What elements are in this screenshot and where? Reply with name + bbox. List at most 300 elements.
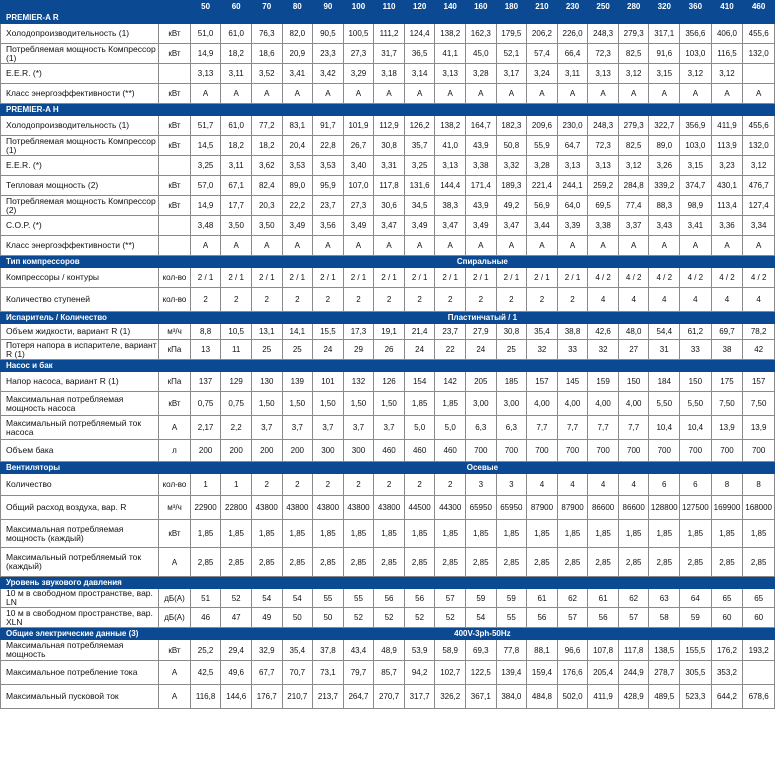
- spec-value: 64,0: [557, 196, 588, 216]
- spec-unit: кВт: [159, 24, 191, 44]
- spec-value: 57,0: [190, 176, 221, 196]
- spec-value: 5,50: [680, 392, 712, 416]
- spec-value: 2 / 1: [313, 268, 344, 288]
- spec-value: 27,3: [343, 196, 374, 216]
- spec-value: 55: [343, 589, 374, 608]
- spec-value: 1,50: [251, 392, 282, 416]
- spec-value: 406,0: [711, 24, 743, 44]
- spec-value: 43800: [251, 496, 282, 520]
- spec-value: 57: [618, 608, 649, 628]
- spec-value: 45,0: [466, 44, 497, 64]
- spec-value: 26,7: [343, 136, 374, 156]
- spec-value: 27,3: [343, 44, 374, 64]
- spec-value: 3,15: [649, 64, 680, 84]
- spec-value: 3,13: [190, 64, 221, 84]
- spec-value: 3,49: [404, 216, 435, 236]
- spec-value: 49: [251, 608, 282, 628]
- spec-value: 317,1: [649, 24, 680, 44]
- spec-value: 3,49: [343, 216, 374, 236]
- spec-row: [1, 392, 775, 416]
- spec-value: 3,12: [618, 156, 649, 176]
- spec-value: 127500: [680, 496, 712, 520]
- spec-value: 3,42: [313, 64, 344, 84]
- spec-value: 116,8: [190, 685, 221, 709]
- spec-value: 22900: [190, 496, 221, 520]
- spec-value: 7,7: [588, 416, 619, 440]
- spec-value: 11: [221, 340, 252, 360]
- model-header-row: [1, 1, 775, 12]
- model-size-header: 80: [282, 1, 313, 12]
- spec-value: 101: [313, 372, 344, 392]
- spec-unit: дБ(А): [159, 589, 191, 608]
- spec-value: 42,5: [190, 661, 221, 685]
- spec-value: 1,85: [435, 392, 466, 416]
- spec-value: 2: [374, 474, 405, 496]
- spec-value: 176,7: [251, 685, 282, 709]
- spec-value: 244,1: [557, 176, 588, 196]
- spec-value: 700: [618, 440, 649, 462]
- spec-value: 132: [343, 372, 374, 392]
- spec-value: 3,26: [649, 156, 680, 176]
- spec-value: [743, 64, 775, 84]
- spec-value: 21,4: [404, 324, 435, 340]
- spec-value: A: [313, 84, 344, 104]
- spec-value: 1,85: [282, 520, 313, 548]
- spec-value: 82,0: [282, 24, 313, 44]
- spec-value: 1,50: [374, 392, 405, 416]
- spec-value: 4: [680, 288, 712, 312]
- spec-value: 4 / 2: [618, 268, 649, 288]
- section-type: Спиральные: [190, 256, 774, 268]
- spec-value: A: [588, 236, 619, 256]
- spec-value: 1: [221, 474, 252, 496]
- spec-value: 18,2: [221, 44, 252, 64]
- spec-unit: кол-во: [159, 288, 191, 312]
- spec-value: 1,85: [190, 520, 221, 548]
- spec-unit: л: [159, 440, 191, 462]
- spec-value: 61: [588, 589, 619, 608]
- spec-value: 1: [190, 474, 221, 496]
- spec-label: Потребляемая мощность Компрессор (2): [1, 196, 159, 216]
- spec-value: 430,1: [711, 176, 743, 196]
- spec-value: A: [251, 236, 282, 256]
- spec-value: 1,85: [527, 520, 558, 548]
- spec-row: [1, 24, 775, 44]
- spec-value: 95,9: [313, 176, 344, 196]
- spec-value: 3,56: [313, 216, 344, 236]
- spec-label: 10 м в свободном пространстве, вар. XLN: [1, 608, 159, 628]
- spec-value: 3,40: [343, 156, 374, 176]
- spec-value: 1,85: [743, 520, 775, 548]
- spec-value: 3,44: [527, 216, 558, 236]
- spec-value: 0,75: [190, 392, 221, 416]
- spec-unit: [159, 64, 191, 84]
- spec-value: A: [743, 84, 775, 104]
- spec-value: 26: [374, 340, 405, 360]
- spec-value: 54: [251, 589, 282, 608]
- spec-value: 1,85: [496, 520, 527, 548]
- spec-value: 55: [313, 589, 344, 608]
- spec-value: 2,85: [618, 548, 649, 577]
- spec-value: 59: [496, 589, 527, 608]
- spec-value: 87900: [527, 496, 558, 520]
- spec-value: 1,85: [404, 392, 435, 416]
- section-title: Вентиляторы: [1, 462, 191, 474]
- spec-value: 489,5: [649, 685, 680, 709]
- spec-row: [1, 372, 775, 392]
- spec-value: 23,7: [313, 196, 344, 216]
- spec-value: 56,9: [527, 196, 558, 216]
- spec-value: 35,4: [527, 324, 558, 340]
- spec-value: 2,85: [527, 548, 558, 577]
- spec-value: 700: [557, 440, 588, 462]
- spec-value: 3,31: [374, 156, 405, 176]
- spec-value: 2,85: [404, 548, 435, 577]
- spec-value: 37,8: [313, 640, 344, 661]
- spec-value: 8,8: [190, 324, 221, 340]
- spec-value: 2,85: [496, 548, 527, 577]
- spec-value: 30,8: [496, 324, 527, 340]
- spec-value: A: [404, 84, 435, 104]
- spec-value: 206,2: [527, 24, 558, 44]
- spec-value: 4: [743, 288, 775, 312]
- spec-value: 54: [466, 608, 497, 628]
- spec-value: 77,2: [251, 116, 282, 136]
- spec-value: A: [251, 84, 282, 104]
- spec-value: 65950: [496, 496, 527, 520]
- spec-label: Количество ступеней: [1, 288, 159, 312]
- spec-value: 13,9: [711, 416, 743, 440]
- spec-value: 2: [313, 288, 344, 312]
- spec-value: 127,4: [743, 196, 775, 216]
- spec-value: 3,50: [251, 216, 282, 236]
- spec-value: 14,5: [190, 136, 221, 156]
- spec-value: A: [649, 236, 680, 256]
- spec-unit: кВт: [159, 520, 191, 548]
- spec-value: 200: [251, 440, 282, 462]
- spec-value: A: [435, 236, 466, 256]
- spec-value: 25: [251, 340, 282, 360]
- spec-row: [1, 474, 775, 496]
- section-header-row: [1, 360, 775, 372]
- spec-value: 54: [282, 589, 313, 608]
- spec-value: 48,9: [374, 640, 405, 661]
- spec-unit: кВт: [159, 84, 191, 104]
- spec-value: 6,3: [466, 416, 497, 440]
- spec-unit: A: [159, 685, 191, 709]
- spec-value: 221,4: [527, 176, 558, 196]
- spec-value: 3,7: [282, 416, 313, 440]
- spec-value: 50: [282, 608, 313, 628]
- spec-value: 65: [743, 589, 775, 608]
- spec-value: 88,1: [527, 640, 558, 661]
- spec-row: [1, 640, 775, 661]
- spec-value: 248,3: [588, 24, 619, 44]
- model-size-header: 250: [588, 1, 619, 12]
- spec-value: 32: [588, 340, 619, 360]
- spec-value: 2: [404, 474, 435, 496]
- spec-value: 54,4: [649, 324, 680, 340]
- spec-value: 264,7: [343, 685, 374, 709]
- model-size-header: 120: [404, 1, 435, 12]
- spec-value: 0,75: [221, 392, 252, 416]
- section-type: [190, 104, 774, 116]
- spec-value: 58,9: [435, 640, 466, 661]
- spec-label: Класс энергоэффективности (**): [1, 236, 159, 256]
- spec-value: 43,9: [466, 136, 497, 156]
- spec-unit: A: [159, 548, 191, 577]
- spec-value: A: [466, 84, 497, 104]
- spec-value: 3,29: [343, 64, 374, 84]
- section-header-row: [1, 256, 775, 268]
- spec-value: 2,85: [743, 548, 775, 577]
- spec-value: 42,6: [588, 324, 619, 340]
- spec-value: 162,3: [466, 24, 497, 44]
- spec-value: 86600: [588, 496, 619, 520]
- spec-value: 25,2: [190, 640, 221, 661]
- spec-value: 129: [221, 372, 252, 392]
- spec-value: 83,1: [282, 116, 313, 136]
- spec-value: 244,9: [618, 661, 649, 685]
- spec-value: 29,4: [221, 640, 252, 661]
- spec-value: 3,47: [496, 216, 527, 236]
- spec-value: 2,85: [649, 548, 680, 577]
- spec-value: 2: [313, 474, 344, 496]
- model-size-header: 110: [374, 1, 405, 12]
- spec-value: 41,1: [435, 44, 466, 64]
- spec-value: 3,39: [557, 216, 588, 236]
- spec-row: [1, 136, 775, 156]
- spec-value: 176,2: [711, 640, 743, 661]
- spec-value: 176,6: [557, 661, 588, 685]
- spec-value: 2 / 1: [282, 268, 313, 288]
- spec-value: 2,85: [282, 548, 313, 577]
- spec-value: 155,5: [680, 640, 712, 661]
- spec-value: 2,2: [221, 416, 252, 440]
- spec-value: 4: [557, 474, 588, 496]
- spec-value: 205: [466, 372, 497, 392]
- spec-value: 30,8: [374, 136, 405, 156]
- spec-value: A: [527, 84, 558, 104]
- model-size-header: 50: [190, 1, 221, 12]
- spec-value: 3: [496, 474, 527, 496]
- spec-value: 2: [404, 288, 435, 312]
- spec-value: 44300: [435, 496, 466, 520]
- spec-value: 3,50: [221, 216, 252, 236]
- spec-value: 20,3: [251, 196, 282, 216]
- spec-row: [1, 548, 775, 577]
- spec-value: 14,9: [190, 44, 221, 64]
- spec-value: 5,50: [649, 392, 680, 416]
- spec-value: 107,0: [343, 176, 374, 196]
- spec-value: 126: [374, 372, 405, 392]
- spec-value: 3,14: [404, 64, 435, 84]
- spec-value: 3,13: [588, 64, 619, 84]
- spec-value: 4: [588, 474, 619, 496]
- spec-value: 70,7: [282, 661, 313, 685]
- spec-value: 1,85: [680, 520, 712, 548]
- spec-value: 18,6: [251, 44, 282, 64]
- spec-value: 3,38: [466, 156, 497, 176]
- spec-value: 2,85: [680, 548, 712, 577]
- spec-value: 38,3: [435, 196, 466, 216]
- spec-unit: A: [159, 661, 191, 685]
- spec-value: 168000: [743, 496, 775, 520]
- section-header-row: [1, 577, 775, 589]
- spec-value: 91,6: [649, 44, 680, 64]
- spec-value: 139,4: [496, 661, 527, 685]
- spec-value: 1,50: [282, 392, 313, 416]
- spec-value: 3,62: [251, 156, 282, 176]
- spec-value: A: [557, 236, 588, 256]
- spec-value: A: [343, 236, 374, 256]
- spec-value: 2 / 1: [343, 268, 374, 288]
- model-size-header: 210: [527, 1, 558, 12]
- spec-value: 113,4: [711, 196, 743, 216]
- spec-row: [1, 288, 775, 312]
- spec-unit: кВт: [159, 640, 191, 661]
- spec-value: 19,1: [374, 324, 405, 340]
- spec-value: 117,8: [618, 640, 649, 661]
- model-size-header: 410: [711, 1, 743, 12]
- spec-value: 2,85: [466, 548, 497, 577]
- spec-label: E.E.R. (*): [1, 64, 159, 84]
- spec-value: A: [527, 236, 558, 256]
- spec-row: [1, 589, 775, 608]
- spec-value: 126,2: [404, 116, 435, 136]
- spec-value: 700: [527, 440, 558, 462]
- spec-value: 100,5: [343, 24, 374, 44]
- spec-value: 339,2: [649, 176, 680, 196]
- spec-value: 43800: [282, 496, 313, 520]
- spec-value: 61,0: [221, 116, 252, 136]
- spec-value: 213,7: [313, 685, 344, 709]
- spec-value: 2,85: [588, 548, 619, 577]
- spec-value: 1,85: [588, 520, 619, 548]
- spec-value: 76,3: [251, 24, 282, 44]
- spec-value: 3,48: [190, 216, 221, 236]
- section-title: Испаритель / Количество: [1, 312, 191, 324]
- spec-label: 10 м в свободном пространстве, вар. LN: [1, 589, 159, 608]
- spec-value: 4,00: [618, 392, 649, 416]
- spec-value: A: [190, 84, 221, 104]
- spec-value: 44500: [404, 496, 435, 520]
- spec-value: 82,4: [251, 176, 282, 196]
- spec-value: 678,6: [743, 685, 775, 709]
- spec-value: 52: [343, 608, 374, 628]
- spec-value: 56: [404, 589, 435, 608]
- spec-value: 3,11: [557, 64, 588, 84]
- spec-value: 50: [313, 608, 344, 628]
- spec-label: Напор насоса, вариант R (1): [1, 372, 159, 392]
- spec-value: 22,2: [282, 196, 313, 216]
- model-size-header: 230: [557, 1, 588, 12]
- spec-value: A: [282, 84, 313, 104]
- spec-value: 2 / 1: [404, 268, 435, 288]
- model-size-header: 320: [649, 1, 680, 12]
- spec-value: 65950: [466, 496, 497, 520]
- spec-value: 279,3: [618, 24, 649, 44]
- spec-value: 305,5: [680, 661, 712, 685]
- spec-label: Потеря напора в испарителе, вариант R (1): [1, 340, 159, 360]
- spec-value: 3,18: [374, 64, 405, 84]
- spec-value: 411,9: [711, 116, 743, 136]
- spec-value: 57,4: [527, 44, 558, 64]
- section-title: PREMIER-A H: [1, 104, 191, 116]
- section-type: [190, 12, 774, 24]
- spec-value: 57: [435, 589, 466, 608]
- spec-value: 3,41: [680, 216, 712, 236]
- spec-value: 62: [618, 589, 649, 608]
- spec-value: A: [496, 236, 527, 256]
- spec-value: 150: [680, 372, 712, 392]
- spec-value: 1,85: [374, 520, 405, 548]
- spec-value: 356,6: [680, 24, 712, 44]
- spec-value: 138,5: [649, 640, 680, 661]
- spec-value: 2 / 1: [527, 268, 558, 288]
- spec-value: 43800: [343, 496, 374, 520]
- spec-row: [1, 44, 775, 64]
- spec-value: 43800: [313, 496, 344, 520]
- spec-value: 184: [649, 372, 680, 392]
- spec-value: 52: [404, 608, 435, 628]
- spec-value: 411,9: [588, 685, 619, 709]
- spec-row: [1, 156, 775, 176]
- spec-value: 3,53: [313, 156, 344, 176]
- spec-value: 60: [743, 608, 775, 628]
- spec-value: 2 / 1: [496, 268, 527, 288]
- spec-label: Максимальный пусковой ток: [1, 685, 159, 709]
- spec-label: Холодопроизводительность (1): [1, 24, 159, 44]
- spec-value: 69,3: [466, 640, 497, 661]
- spec-value: 38,8: [557, 324, 588, 340]
- spec-unit: кВт: [159, 44, 191, 64]
- spec-value: A: [343, 84, 374, 104]
- spec-value: 4: [618, 474, 649, 496]
- spec-value: A: [496, 84, 527, 104]
- spec-value: 428,9: [618, 685, 649, 709]
- section-title: PREMIER-A R: [1, 12, 191, 24]
- spec-value: 64: [680, 589, 712, 608]
- spec-value: 27,9: [466, 324, 497, 340]
- spec-value: 27: [618, 340, 649, 360]
- spec-value: 33: [680, 340, 712, 360]
- section-title: Общие электрические данные (3): [1, 628, 191, 640]
- spec-value: 59: [466, 589, 497, 608]
- spec-value: 2: [527, 288, 558, 312]
- model-size-header: 70: [251, 1, 282, 12]
- spec-value: 43,9: [466, 196, 497, 216]
- spec-value: 2: [251, 288, 282, 312]
- spec-value: 1,85: [251, 520, 282, 548]
- spec-value: A: [435, 84, 466, 104]
- spec-value: 2: [435, 288, 466, 312]
- spec-value: 7,7: [618, 416, 649, 440]
- spec-value: 52,1: [496, 44, 527, 64]
- spec-value: 2 / 1: [374, 268, 405, 288]
- spec-value: 66,4: [557, 44, 588, 64]
- spec-value: 3,12: [743, 156, 775, 176]
- spec-value: 144,4: [435, 176, 466, 196]
- spec-row: [1, 324, 775, 340]
- spec-value: 63: [649, 589, 680, 608]
- spec-value: 69,5: [588, 196, 619, 216]
- spec-value: 20,4: [282, 136, 313, 156]
- spec-unit: м³/ч: [159, 324, 191, 340]
- spec-value: 300: [313, 440, 344, 462]
- spec-value: 31: [649, 340, 680, 360]
- spec-row: [1, 116, 775, 136]
